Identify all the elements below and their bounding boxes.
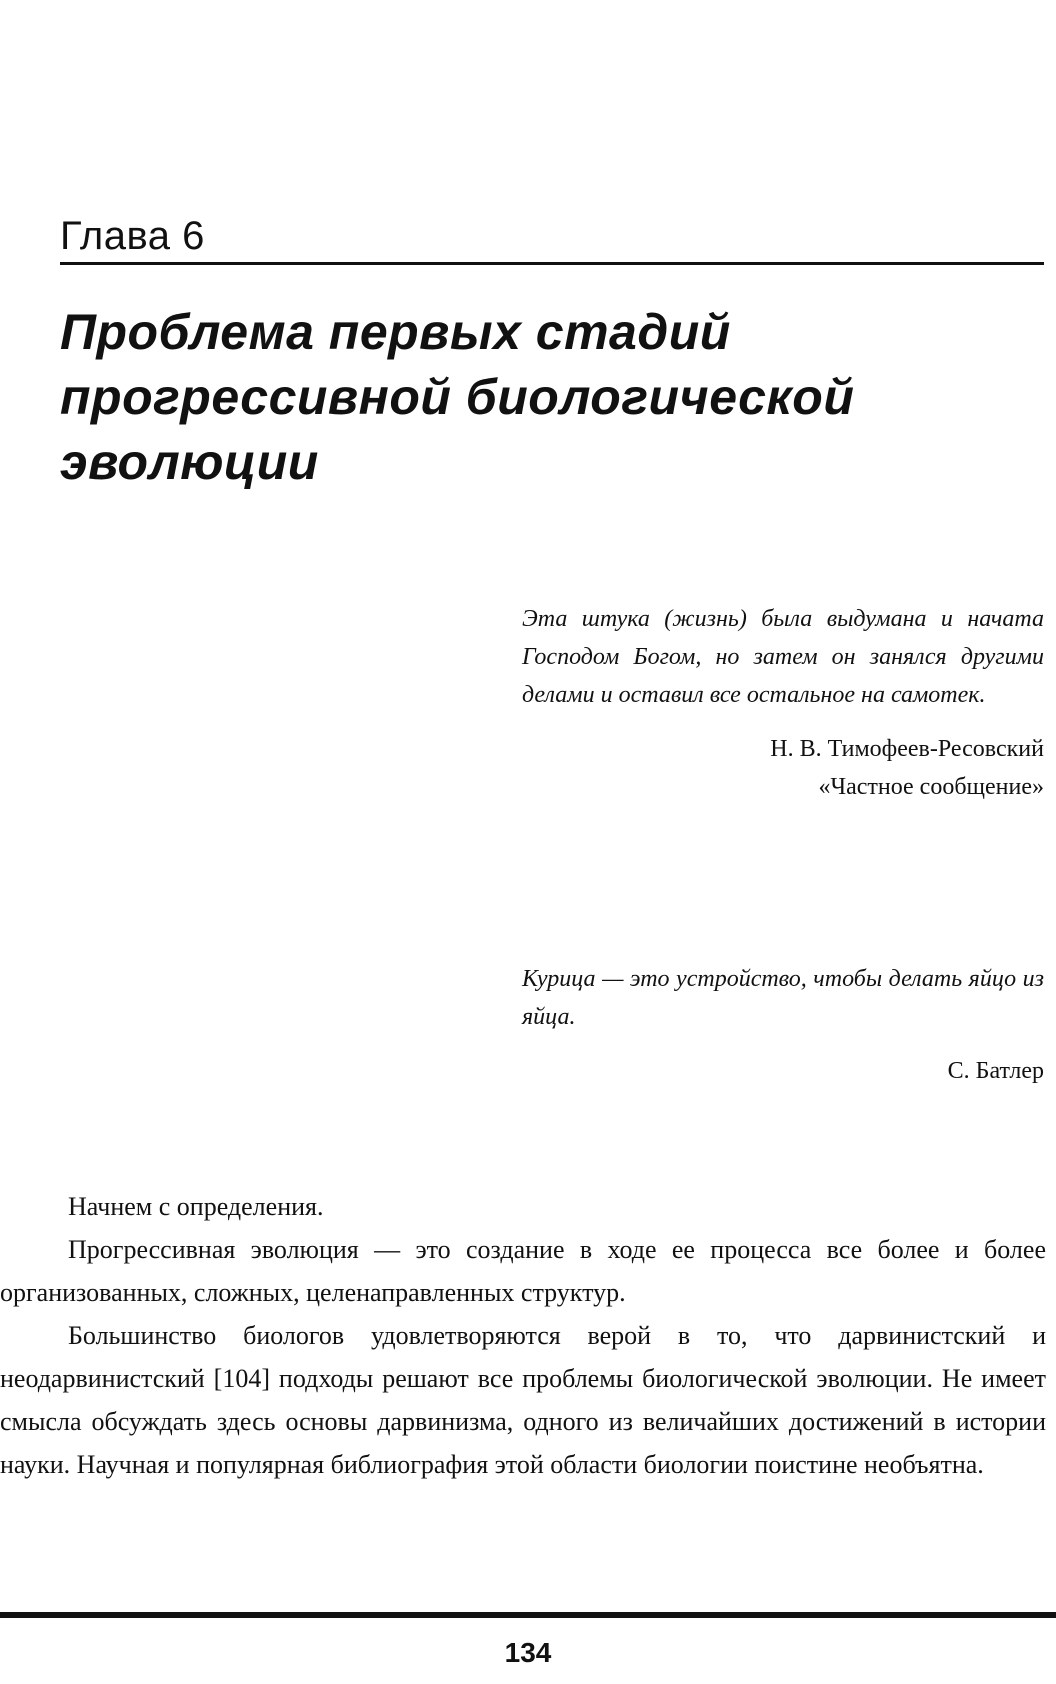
paragraph: Начнем с определения. [68, 1192, 324, 1221]
footer-divider [0, 1612, 1056, 1618]
epigraph-author-name: Н. В. Тимофеев-Ресовский [770, 736, 1044, 762]
chapter-title-line: Проблема первых стадий [60, 304, 731, 360]
epigraph [522, 600, 1044, 806]
epigraph-quote: Эта штука (жизнь) была выдумана и начата Господом Богом, но затем он занялся другими делами и оставил все остальное на самотек. [522, 606, 1044, 708]
chapter-title-line: эволюции [60, 434, 319, 490]
chapter-title [60, 300, 1020, 495]
epigraph-attribution [522, 730, 1044, 806]
body-text [0, 1185, 1046, 1486]
epigraph-attribution [522, 1052, 1044, 1090]
page-number: 134 [504, 1637, 552, 1668]
chapter-title-line: прогрессивной биологической [60, 369, 855, 425]
chapter-label: Глава 6 [60, 214, 205, 258]
paragraph: Большинство биологов удовлетворяются верой в то, что дарвинистский и неодарвинистский [104] подходы решают все проблемы биологической эволюции. Не имеет смысла обсуждать здесь основы дарвинизма, одного из величайших достижений в истории науки. Научная и популярная библиография этой области биологии поистине необъятна. [0, 1321, 1046, 1479]
chapter-divider [60, 262, 1044, 265]
epigraph-author-name: С. Батлер [947, 1058, 1044, 1084]
paragraph: Прогрессивная эволюция — это создание в ходе ее процесса все более и более организованных, сложных, целенаправленных структур. [0, 1235, 1046, 1307]
epigraph-source: «Частное сообщение» [818, 774, 1044, 800]
epigraph [522, 960, 1044, 1090]
epigraph-quote: Курица — это устройство, чтобы делать яйцо из яйца. [522, 966, 1044, 1030]
